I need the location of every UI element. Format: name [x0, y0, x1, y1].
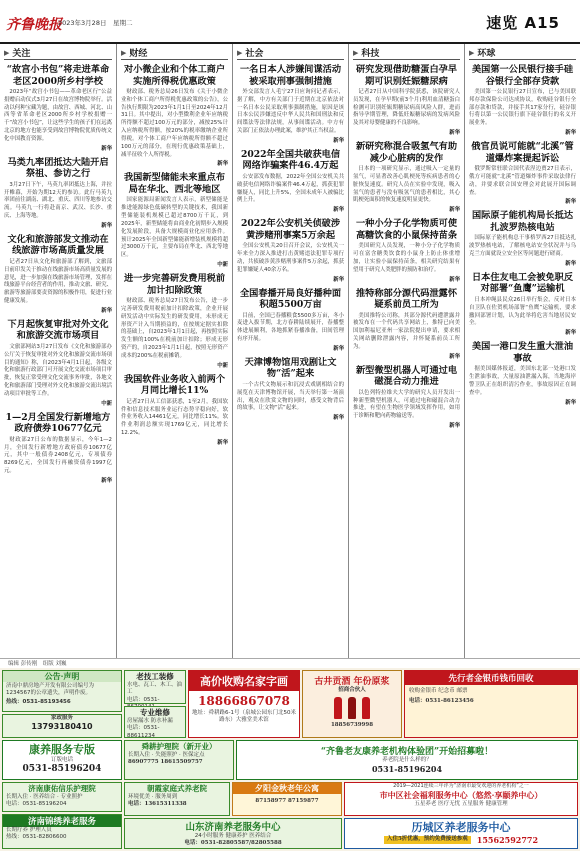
ad-coin-collect	[404, 670, 578, 738]
news-article	[353, 141, 460, 213]
article-source: 中新	[217, 362, 228, 369]
news-article	[469, 272, 576, 336]
ad-shungeng-phone: 86907775 18615509757	[128, 759, 203, 766]
ad-gujing-title: 古井贡酒 年份原浆	[314, 677, 390, 687]
ad-qilu-subtitle: 养老院是什么样的？	[382, 757, 432, 763]
ad-kangyouxin-title: 济南康佑信乐护理院	[28, 784, 96, 793]
article-headline: 国际原子能机构局长抵达扎波罗热核电站	[471, 210, 574, 233]
section-label: 关注	[12, 49, 31, 59]
ad-shizhong-title: 市中区社会福利服务中心（悠然·享颐养中心）	[379, 789, 543, 800]
article-headline: 天津博物馆用戏剧让文物“活”起来	[244, 356, 337, 380]
news-article	[353, 218, 460, 282]
article-source: 新华	[565, 260, 576, 267]
ad-calligraphy	[188, 670, 300, 738]
ad-weixiu-phone: 电话：0531-88611234	[127, 725, 160, 739]
classified-ads-area	[0, 668, 580, 851]
news-article	[121, 64, 228, 167]
article-headline: 文化和旅游部发文推动在线旅游市场高质量发展	[7, 233, 109, 257]
section-header	[4, 46, 112, 60]
ad-weixiu-title: 专业维修	[140, 708, 170, 717]
article-body: 俄罗斯常驻联合国代表涅边贾27日表示，俄方可能就“北溪”管道爆炸事件采取法律行动，并要求联合国安理会对此展开国际调查。	[469, 166, 576, 196]
article-headline: 2022年全国共破获电信网络诈骗案件46.4万起	[240, 148, 341, 172]
ad-shungeng	[124, 740, 234, 780]
article-body: 记者27日从工信部获悉，1至2月，我国软件和信息技术服务业运行态势平稳向好，软件业务收入14461亿元，同比增长11%。软件业利润总额实现1769亿元，同比增长12.2%。	[121, 398, 228, 437]
article-source: 新华	[565, 130, 576, 137]
news-article	[237, 288, 344, 352]
article-body: 公安部发布数据，2022年全国公安机关共破获电信网络诈骗案件46.4万起，抓获犯罪嫌疑人，同比上升5%，全国未成年人被骗比例上升。	[237, 173, 344, 204]
article-headline: 新研究称混合吸氢气有助减少心脏病的发作	[355, 141, 458, 164]
article-body: 全国公安机关20日召开会议，公安机关一年来全力深入推进打击黄赌违法犯罪专项行动，共侦破涉黄涉赌刑事案件5万余起，抓获犯罪嫌疑人40余万名。	[237, 243, 344, 273]
ad-housekeeping-label: 家政服务	[50, 715, 73, 721]
article-body: 外交部发言人毛宁27日应询问记者表示，据了解，中方有关部门于近期在北京依法对一名日本公民采取刑事强制措施，原因是该日本公民涉嫌违反中华人民共和国刑法和反间谍法等法律法规，从事间谍活动。中方有关部门正依法办理此案，维护其正当权益。	[237, 89, 344, 135]
article-body: 记者27日从文化和旅游部了解到，文旅部日前印发关于推动在线旅游市场高质量发展的意见，进一步加强在线旅游市场管理，发挥在线旅游平台经营者的作用，推动文旅、研究、旅游等旅游部要责资源的积极作用，促进行业健康发展。	[4, 258, 112, 305]
ad-xiyang-phone: 87158977 87159877	[255, 798, 319, 804]
column-keji	[349, 44, 465, 658]
ad-kangyouxin-line: 长期入住 · 医养结合 · 专业照护	[6, 794, 83, 800]
article-body: 3月27日下午，马英九率团抵达上海，并拉开帷幕，开始为期12天的参访。此行马英九率团前往湖南、湖北、重庆、四川等地参访交流。马英九一行将赴南京、武汉、长沙、重庆、上海等地。	[4, 181, 112, 220]
news-article	[4, 234, 112, 314]
ad-zhaoxia-line: 环境优美 · 服务周到	[128, 794, 178, 800]
article-body: 以色列特拉维夫大学的研究人员开发出一种新型微型机器人，可通过电和磁混合动力推进，有望在生物医学领域发挥作用，如用于诊断和靶向药物输送等。	[353, 389, 460, 420]
article-body: 目前，全国已春播粮食5500多万亩，冬小麦进入拔节期，北方春耕陆续展开，春播整体进展顺利，各地抓紧春播准备，田间管理有序开展。	[237, 312, 344, 343]
article-headline: 一种小分子化学物质可使高糖饮食的小鼠保持苗条	[355, 218, 458, 241]
news-article	[353, 64, 460, 136]
article-source: 新华	[333, 415, 344, 422]
ad-kangyang-title: 康养服务专版	[29, 743, 95, 756]
news-article	[237, 218, 344, 282]
ad-calligraphy-address: 地址：舜耕路6-1号（泉城公园东门北50米路东）大雅堂美术馆	[192, 710, 296, 724]
article-headline: 推特称部分源代码泄露怀疑系前员工所为	[355, 287, 458, 311]
ad-licheng	[344, 818, 578, 849]
bottle-icons	[303, 697, 401, 719]
article-source: 中新	[101, 400, 112, 407]
column-caijing	[117, 44, 233, 658]
news-article	[121, 172, 228, 268]
article-headline: 日本住友电工会被免职反对部署“鱼鹰”运输机	[471, 271, 574, 295]
article-body: 记者27日从中国科学院获悉，该院研究人员发现，在孕早期(前3个月)利用血清糖蛋白检测可识别妊娠期糖尿病高风险人群，进而指导孕期管理，降低妊娠糖尿病的发病风险及其对母婴健康的不良影响。	[353, 89, 460, 127]
ad-jinxiu-phone: 热线：0531-82806600	[6, 834, 67, 841]
bottle-icon	[362, 697, 370, 719]
arrow-icon: ▶	[4, 48, 10, 57]
arrow-icon: ▶	[353, 48, 359, 57]
article-headline: 新型微型机器人可通过电磁混合动力推进	[355, 364, 458, 388]
arrow-icon: ▶	[121, 48, 127, 57]
news-article	[237, 64, 344, 144]
ad-gujing-phone: 18856739998	[330, 722, 374, 729]
article-headline: 我国新型储能未来重点布局在华北、西北等地区	[123, 172, 226, 195]
arrow-icon: ▶	[469, 48, 475, 57]
article-body: 据美国媒体报道，美国东北部一处港口发生泄油事故，大量原油泄漏入海，当地海岸警卫队正在组织清污作业，事故原因正在调查中。	[469, 366, 576, 396]
ad-shandong-phone: 电话：0531-82805587/82805588	[184, 840, 282, 847]
newspaper-logo: 齐鲁晚报	[6, 17, 62, 33]
section-label: 环球	[477, 49, 496, 59]
article-source: 新华	[101, 477, 112, 484]
ad-gujing-subtitle: 招商合伙人	[338, 687, 366, 693]
ad-zhaoxia-title: 朝霞家庭式养老院	[147, 784, 207, 793]
article-headline: 研究发现借助糖蛋白孕早期可识别妊娠糖尿病	[355, 64, 458, 87]
article-source: 新华	[217, 439, 228, 446]
ad-shizhong-welfare	[344, 782, 578, 816]
news-article	[353, 288, 460, 360]
ad-calligraphy-title: 高价收购名家字画	[189, 671, 299, 691]
article-body: 财政部27日公布的数据显示，今年1—2月，全国发行新增地方政府债券10677亿元，其中一般债券2408亿元，专项债券8269亿元，全国发行再融资债券1997亿元。	[4, 436, 112, 475]
news-article	[4, 412, 112, 484]
article-source: 新华	[449, 353, 460, 360]
news-article	[469, 341, 576, 405]
ad-kangyang	[2, 740, 122, 780]
column-guanzhu	[0, 44, 117, 658]
ad-shandong-title: 山东济南养老服务中心	[185, 822, 281, 833]
ad-licheng-title: 历城区养老服务中心	[411, 821, 511, 834]
ad-kangyouxin	[2, 782, 122, 812]
article-source: 新华	[333, 207, 344, 214]
article-source: 新华	[217, 161, 228, 168]
column-shehui	[233, 44, 349, 658]
news-article	[237, 357, 344, 421]
article-source: 新华	[101, 307, 112, 314]
article-source: 新华	[449, 423, 460, 430]
article-body: 文旅部网站3月27日发布《文化和旅游部办公厅关于恢复审批对外文化和旅游交流市场项目的通知》称，自2023年4月1日起，各级文化和旅游行政部门可开展文化交流市场项目审批，恢复正常受理文化交流事务审批，各地文化和旅游部门受理对外文化和旅游交流出境活动项目审批等工作。	[4, 343, 112, 397]
news-article	[4, 157, 112, 229]
article-source: 新华	[565, 399, 576, 406]
article-source: 新华	[333, 276, 344, 283]
column-huanqiu	[465, 44, 580, 658]
ad-xiyang	[232, 782, 342, 816]
bottle-icon	[348, 697, 356, 719]
article-body: 财政部、税务总局27日发布公告，进一步完善研发费用税前加计扣除政策，企业开展研发活动中实际发生的研发费用，未形成无形资产计入当期损益的，在按规定据实扣除的基础上，自2023年1月1日起，再按照实际发生额的100%在税前加计扣除；形成无形资产的，自2023年1月1日起，按照无形资产成本的200%在税前摊销。	[121, 298, 228, 359]
article-headline: 对小微企业和个体工商户实施所得税优惠政策	[123, 64, 226, 87]
article-headline: 美国一港口发生重大泄油事故	[471, 341, 574, 364]
article-source: 新华	[333, 137, 344, 144]
ad-weixiu	[124, 706, 186, 738]
ad-shandong-line: 24小时服务 健康养护 医养结合	[194, 833, 272, 839]
ad-shungeng-line: 长期入住 · 失能照护 · 医保定点	[128, 752, 205, 758]
news-article	[121, 374, 228, 446]
article-headline: 我国软件业务收入前两个月同比增长11%	[123, 373, 226, 397]
article-body: 美国第一公民银行27日宣布，已与美国联邦存款保险公司达成协议，收购硅谷银行全部存款和贷款，并接手其17家分行，硅谷银行将以第一公民银行旗下硅谷银行的名义开展业务。	[469, 89, 576, 127]
news-article	[4, 319, 112, 407]
article-body: 国际原子能机构总干事格罗西27日抵达扎波罗热核电站，了解核电站安全状况并与乌克兰方面就设立安全区等问题进行磋商。	[469, 235, 576, 258]
ad-housekeeping-phone: 13793180410	[31, 722, 93, 732]
ad-laojigong-phone: 电话：0531-	[127, 696, 160, 703]
ad-laojigong	[124, 670, 186, 704]
article-body: 日本冲绳县民众26日举行集会，反对日本自卫队在佐贺机场部署“鱼鹰”运输机，要求撤回部署计划，认为此举将危害当地居民安全。	[469, 296, 576, 327]
article-headline: 俄官员说可能就“北溪”管道爆炸案提起诉讼	[471, 141, 574, 164]
article-headline: 全国春播开局良好播种面积超5500万亩	[239, 287, 342, 311]
ad-laojigong-title: 老技工装修	[136, 672, 174, 681]
ad-jinxiu-title: 济南锦绣养老服务	[3, 815, 121, 827]
ad-laojigong-line: 水电、瓦工、木工、油工	[127, 682, 183, 696]
article-headline: 美国第一公民银行接手硅谷银行全部存贷款	[471, 64, 574, 87]
news-article	[4, 64, 112, 152]
news-article	[469, 141, 576, 205]
section-header	[469, 46, 576, 60]
article-source: 新华	[101, 145, 112, 152]
article-source: 新华	[333, 345, 344, 352]
page-credits: 编辑 彭传刚 组版 刘巍	[0, 658, 580, 668]
ad-jinxiu	[2, 814, 122, 849]
ad-zhaoxia	[124, 782, 230, 816]
news-article	[237, 149, 344, 213]
article-source: 新华	[565, 199, 576, 206]
ad-qilu-experience	[236, 740, 578, 780]
article-body: 国家能源局新闻发言人表示，新型储能是推进能源绿色低碳转型的关键技术，我国新型储能装机规模已超过8700万千瓦，到2025年，新型储能将由商业化初期步入规模化发展阶段，具备大规模商业化应用条件。预计2025年全国新型储能新增装机规模将超过3000万千瓦，主要布局在华北、西北等地区。	[121, 197, 228, 259]
page-header	[0, 0, 580, 44]
article-source: 新华	[449, 130, 460, 137]
ad-coin-title: 先行者金银币钱币回收	[405, 671, 577, 685]
article-body: 美国研究人员发现，一种小分子化学物质可在富含糖类饮食的小鼠身上防止体重增加，让实验小鼠保持苗条，相关研究结果有望用于研究人类肥胖的预防和治疗。	[353, 243, 460, 273]
ad-housekeeping	[2, 714, 122, 738]
ad-gujing-liquor	[302, 670, 402, 738]
ad-shandong-center	[124, 818, 342, 849]
article-headline: 进一步完善研发费用税前加计扣除政策	[123, 273, 226, 296]
ad-licheng-row	[345, 835, 577, 845]
ad-kangyouxin-phone: 电话：0531-85196204	[6, 801, 67, 808]
ad-qilu-title: “齐鲁老友康养老机构体验团”开始招募啦！	[320, 747, 494, 757]
bottle-icon	[334, 697, 342, 719]
article-body: 日本的一项研究显示，通过吸入一定量的氢气，可显著改善心肌梗死等疾病患者的心脏恢复速度。研究人员在实验中发现，吸入氢气的患者与没有吸氢气的患者相比，其心肌梗死面积的恢复速度明显更快。	[353, 166, 460, 204]
article-body: 2023年“故宫小书包——革命老区行”公益捐赠启动仪式3月27日在故宫博物院举行。活动以何种宝藏为题，由故宫、西城、河北、山西等省革命老区2000所乡村学校捐赠一千“故宫小书包”，让这些学生的孩子们在远离北京的地方也能享受到故宫博物院优质传统文化中国教育资源。	[4, 89, 113, 142]
article-body: 财政部、税务总局26日发布《关于小微企业和个体工商户所得税优惠政策的公告》，公告执行期限为2023年1月1日至2024年12月31日。其中提出，对小型微利企业年应纳税所得额不超过100万元的部分，减按25%计入应纳税所得额，按20%的税率缴纳企业所得税。对个体工商户年应纳税所得额不超过100万元的部分，在现行优惠政策基础上，减半征收个人所得税。	[121, 89, 228, 158]
issue-date: 2023年3月28日 星期二	[58, 19, 133, 27]
article-source: 中新	[217, 262, 228, 269]
ad-jinxiu-line: 长期疗养 护理人员	[6, 827, 52, 833]
section-header	[121, 46, 228, 60]
arrow-icon: ▶	[237, 48, 243, 57]
news-article	[469, 64, 576, 136]
article-source: 新华	[101, 222, 112, 229]
ad-weixiu-line: 房屋漏水 防水补漏	[127, 718, 173, 724]
ad-coin-phone: 电话：0531-86123456	[409, 698, 474, 705]
ad-notice-phone: 热线：0531-85193456	[6, 698, 71, 705]
page-section-title: 速览 A15	[486, 14, 560, 32]
ad-notice-line: 济南中鼎房地产开发有限公司编号为1234567的公章遗失，声明作废。	[6, 683, 95, 697]
ad-shizhong-line: 五星养老 医疗无忧 五星服务 健康管理	[414, 800, 508, 807]
news-article	[121, 273, 228, 369]
ad-notice	[2, 670, 122, 712]
ad-notice-title: 公告·声明	[3, 671, 121, 682]
ad-zhaoxia-phone: 电话：13615311338	[128, 801, 187, 808]
article-headline: “故宫小书包”将走进革命老区2000所乡村学校	[6, 64, 110, 87]
ad-kangyang-subtitle: 订版电话	[50, 757, 73, 763]
section-header	[353, 46, 460, 60]
ad-kangyang-phone: 0531-85196204	[22, 764, 102, 775]
ad-licheng-subtitle: 入住5折优惠，预约免费接送参观	[384, 836, 471, 843]
article-source: 新华	[449, 207, 460, 214]
article-headline: 一名日本人涉嫌间谍活动被采取刑事强制措施	[239, 64, 342, 87]
section-label: 科技	[361, 49, 380, 59]
section-header	[237, 46, 344, 60]
article-headline: 1—2月全国发行新增地方政府债券10677亿元	[5, 411, 111, 435]
ad-shizhong-subtitle: 2019—2021连续三年评为“济南市最受欢迎的养老机构”之一	[393, 783, 529, 789]
news-columns	[0, 44, 580, 658]
ad-licheng-phone: 15562592772	[476, 835, 539, 845]
article-body: 一个古代文物展示和沉浸式戏剧相结合的展览在天津博物馆开展，当天举行第一场演出，观众在欣赏文物的同时，感受文物背后的故事，让文物“活”起来。	[237, 381, 344, 412]
ad-shungeng-title: 舜耕护理院（新开业）	[141, 742, 217, 751]
article-source: 新华	[565, 330, 576, 337]
article-headline: 马类九率团抵达大陆开启祭祖、参访之行	[7, 156, 109, 180]
ad-xiyang-title: 夕阳金秋老年公寓	[233, 783, 341, 794]
article-headline: 2022年公安机关侦破涉黄涉赌刑事案5万余起	[240, 218, 341, 241]
section-label: 社会	[245, 49, 264, 59]
ad-coin-line: 收购金银币 纪念币 邮票	[409, 688, 468, 694]
article-source: 新华	[449, 276, 460, 283]
section-label: 财经	[129, 49, 148, 59]
news-article	[469, 210, 576, 266]
article-body: 美国推特公司称，其部分源代码遭泄露并被发布在一个代码共享网站上，推特已向美国加利福尼亚州一家法院提出申请，要求相关网站删除泄露内容，并怀疑系前员工所为。	[353, 312, 460, 350]
article-headline: 下月起恢复审批对外文化和旅游交流市场项目	[7, 318, 109, 342]
ad-qilu-phone: 0531-85196204	[371, 764, 443, 775]
news-article	[353, 365, 460, 429]
ad-calligraphy-phone: 18866867078	[198, 694, 290, 708]
